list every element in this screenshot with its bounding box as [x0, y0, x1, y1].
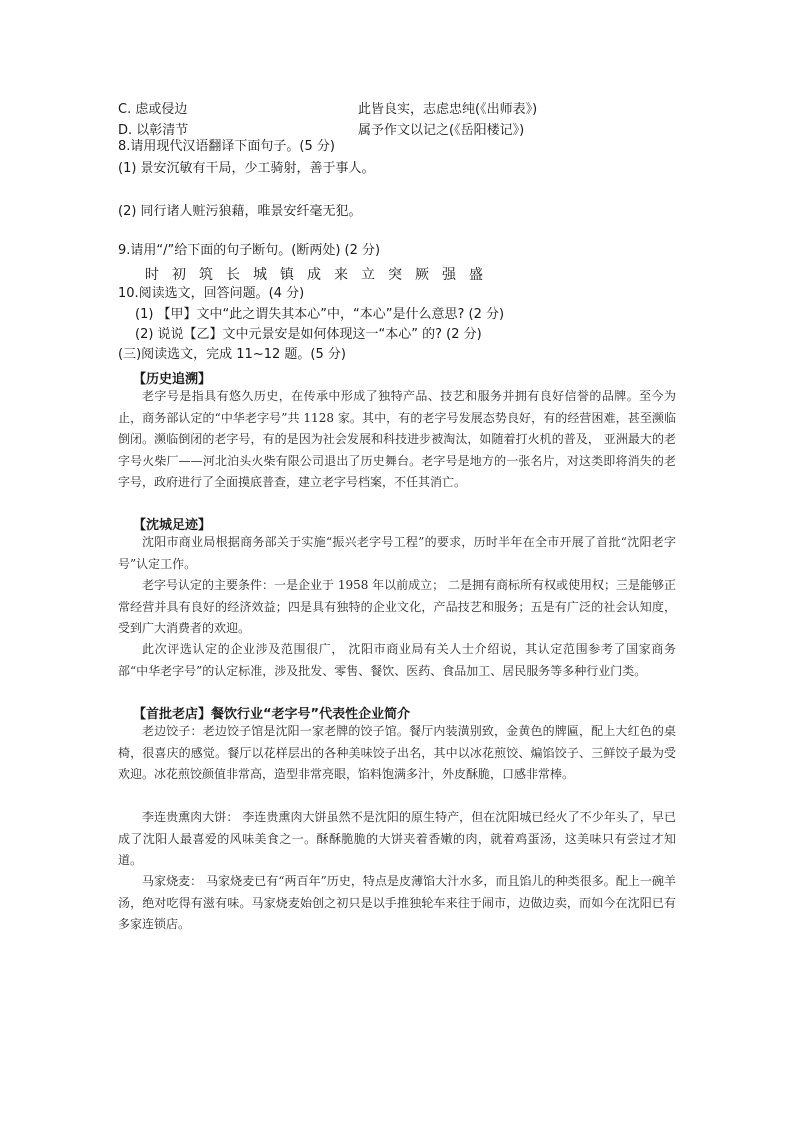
- shenyang-p3: 此次评选认定的企业涉及范围很广， 沈阳市商业局有关人士介绍说，其认定范围参考了国家商务部“中华老字号”的认定标准，涉及批发、零售、餐饮、医药、食品加工、居民服务等多种行业门类。: [118, 642, 676, 678]
- q8-item-1: (1) 景安沉敏有干局，少工骑射，善于事人。: [118, 161, 375, 176]
- q10-item-1: (1) 【甲】文中“此之谓失其本心”中，“本心”是什么意思? (2 分): [135, 307, 505, 322]
- shop-lilian-gui: 李连贵熏肉大饼： 李连贵熏肉大饼虽然不是沈阳的原生特产，但在沈阳城已经火了不少年头了，早已成了沈阳人最喜爱的风味美食之一。酥酥脆脆的大饼夹着香嫩的肉，就着鸡蛋汤，这美味只有尝过才知道。: [118, 810, 676, 867]
- shenyang-p2: 老字号认定的主要条件：一是企业于 1958 年以前成立； 二是拥有商标所有权或使用权；三是能够正常经营并具有良好的经济效益；四是具有独特的企业文化，产品技艺和服务；五是有广泛的社会认知度，受到广大消费者的欢迎。: [118, 578, 676, 635]
- shenyang-p1: 沈阳市商业局根据商务部关于实施“振兴老字号工程”的要求，历时半年在全市开展了首批“沈阳老字号”认定工作。: [118, 535, 676, 571]
- section3-title: (三)阅读选文，完成 11~12 题。(5 分): [118, 347, 346, 362]
- q9-title: 9.请用“/”给下面的句子断句。(断两处) (2 分): [118, 243, 381, 258]
- history-heading: 【历史追溯】: [133, 372, 212, 387]
- shenyang-heading: 【沈城足迹】: [133, 518, 212, 533]
- q10-item-2: (2) 说说【乙】文中元景安是如何体现这一“本心” 的? (2 分): [135, 327, 482, 342]
- option-c: C. 虑或侵边: [118, 102, 188, 117]
- option-d-text: 属予作文以记之(《岳阳楼记》): [358, 123, 525, 138]
- option-c-text: 此皆良实，志虑忠纯(《出师表》): [358, 102, 538, 117]
- shop-laobian: 老边饺子：老边饺子馆是沈阳一家老牌的饺子馆。餐厅内装潢别致，金黄色的牌匾，配上大红色的桌椅，很喜庆的感觉。餐厅以花样层出的各种美味饺子出名，其中以冰花煎饺、煸馅饺子、三鲜饺子最为受欢迎。冰花煎饺颜值非常高，造型非常亮眼，馅料饱满多汁，外皮酥脆，口感非常棒。: [118, 724, 676, 781]
- q8-item-2: (2) 同行诸人赃污狼藉，唯景安纤毫无犯。: [118, 204, 362, 219]
- q8-title: 8.请用现代汉语翻译下面句子。(5 分): [118, 139, 335, 154]
- shops-heading: 【首批老店】餐饮行业“老字号”代表性企业简介: [133, 707, 411, 722]
- q10-title: 10.阅读选文，回答问题。(4 分): [118, 286, 305, 301]
- shop-majia: 马家烧麦： 马家烧麦已有“两百年”历史，特点是皮薄馅大汁水多，而且馅儿的种类很多。配上一碗羊汤，绝对吃得有滋有味。马家烧麦始创之初只是以手推独轮车来往于闹市，边做边卖，而如今在沈阳已有多家连锁店。: [118, 874, 676, 931]
- history-text: 老字号是指具有悠久历史，在传承中形成了独特产品、技艺和服务并拥有良好信誉的品牌。至今为止，商务部认定的“中华老字号”共 1128 家。其中，有的老字号发展态势良好，有的经营困难，甚至濒临倒闭。濒临倒闭的老字号，有的是因为社会发展和科技进步被淘汰，如随着打火机的普及， 亚洲最大的老字号火柴厂——河北泊头火柴有限公司退出了历史舞台。老字号是地方的一张名片，对这类即将消失的老字号，政府进行了全面摸底普查，建立老字号档案，不任其消亡。: [118, 389, 676, 489]
- q9-sentence: 时初筑长城镇成来立突厥强盛: [145, 267, 496, 283]
- option-d: D. 以彰清节: [118, 123, 189, 138]
